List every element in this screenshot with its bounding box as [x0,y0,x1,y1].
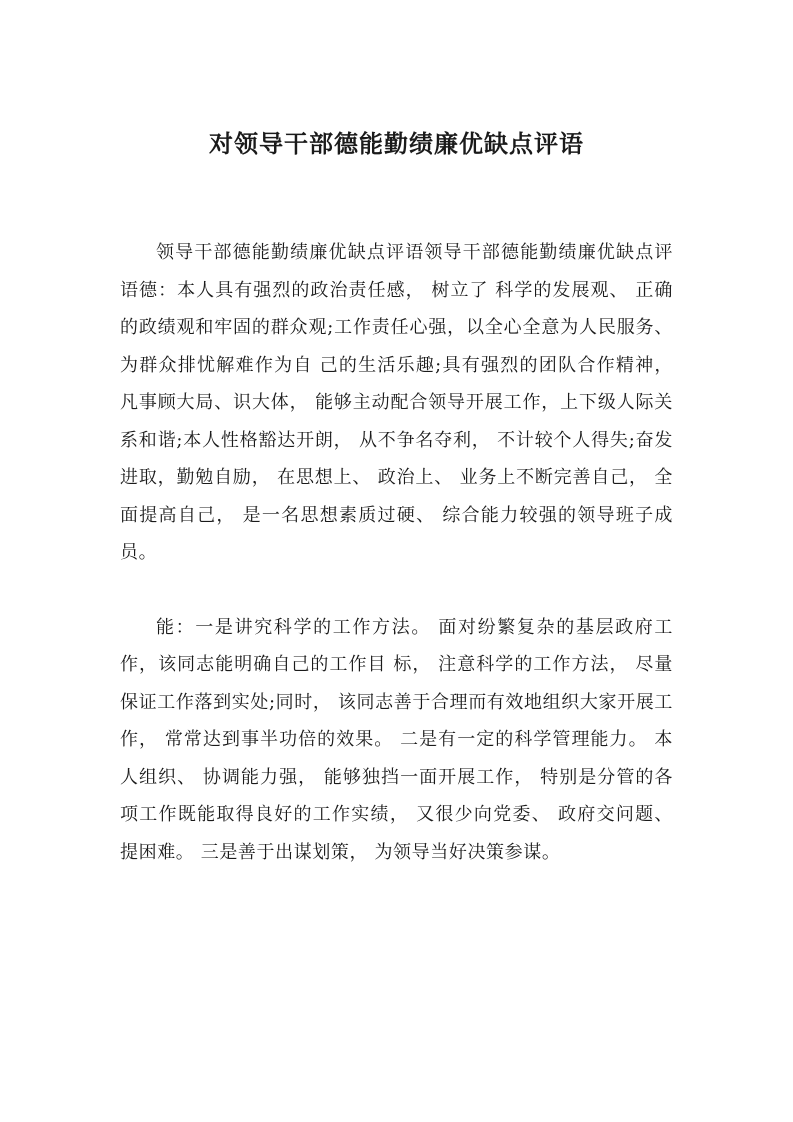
paragraph-de: 领导干部德能勤绩廉优缺点评语领导干部德能勤绩廉优缺点评语德：本人具有强烈的政治责任感， 树立了 科学的发展观、 正确的政绩观和牢固的群众观;工作责任心强，以全心全意为人民服务、 为群众排忧解难作为自 己的生活乐趣;具有强烈的团队合作精神， 凡事顾大局、识大体， 能够主动配合领导开展工作，上下级人际关系和谐;本人性格豁达开朗， 从不争名夺利， 不计较个人得失;奋发进取，勤勉自励， 在思想上、 政治上、 业务上不断完善自己， 全面提高自己， 是一名思想素质过硬、 综合能力较强的领导班子成员。 [120,242,673,563]
document-body [120,234,673,871]
document-title: 对领导干部德能勤绩廉优缺点评语 [209,129,584,158]
paragraph-neng: 能：一是讲究科学的工作方法。 面对纷繁复杂的基层政府工作，该同志能明确自己的工作目 标， 注意科学的工作方法， 尽量保证工作落到实处;同时， 该同志善于合理而有效地组织大家开展工作， 常常达到事半功倍的效果。 二是有一定的科学管理能力。 本人组织、 协调能力强， 能够独挡一面开展工作， 特别是分管的各项工作既能取得良好的工作实绩， 又很少向党委、 政府交问题、 提困难。 三是善于出谋划策， 为领导当好决策参谋。 [120,616,673,863]
